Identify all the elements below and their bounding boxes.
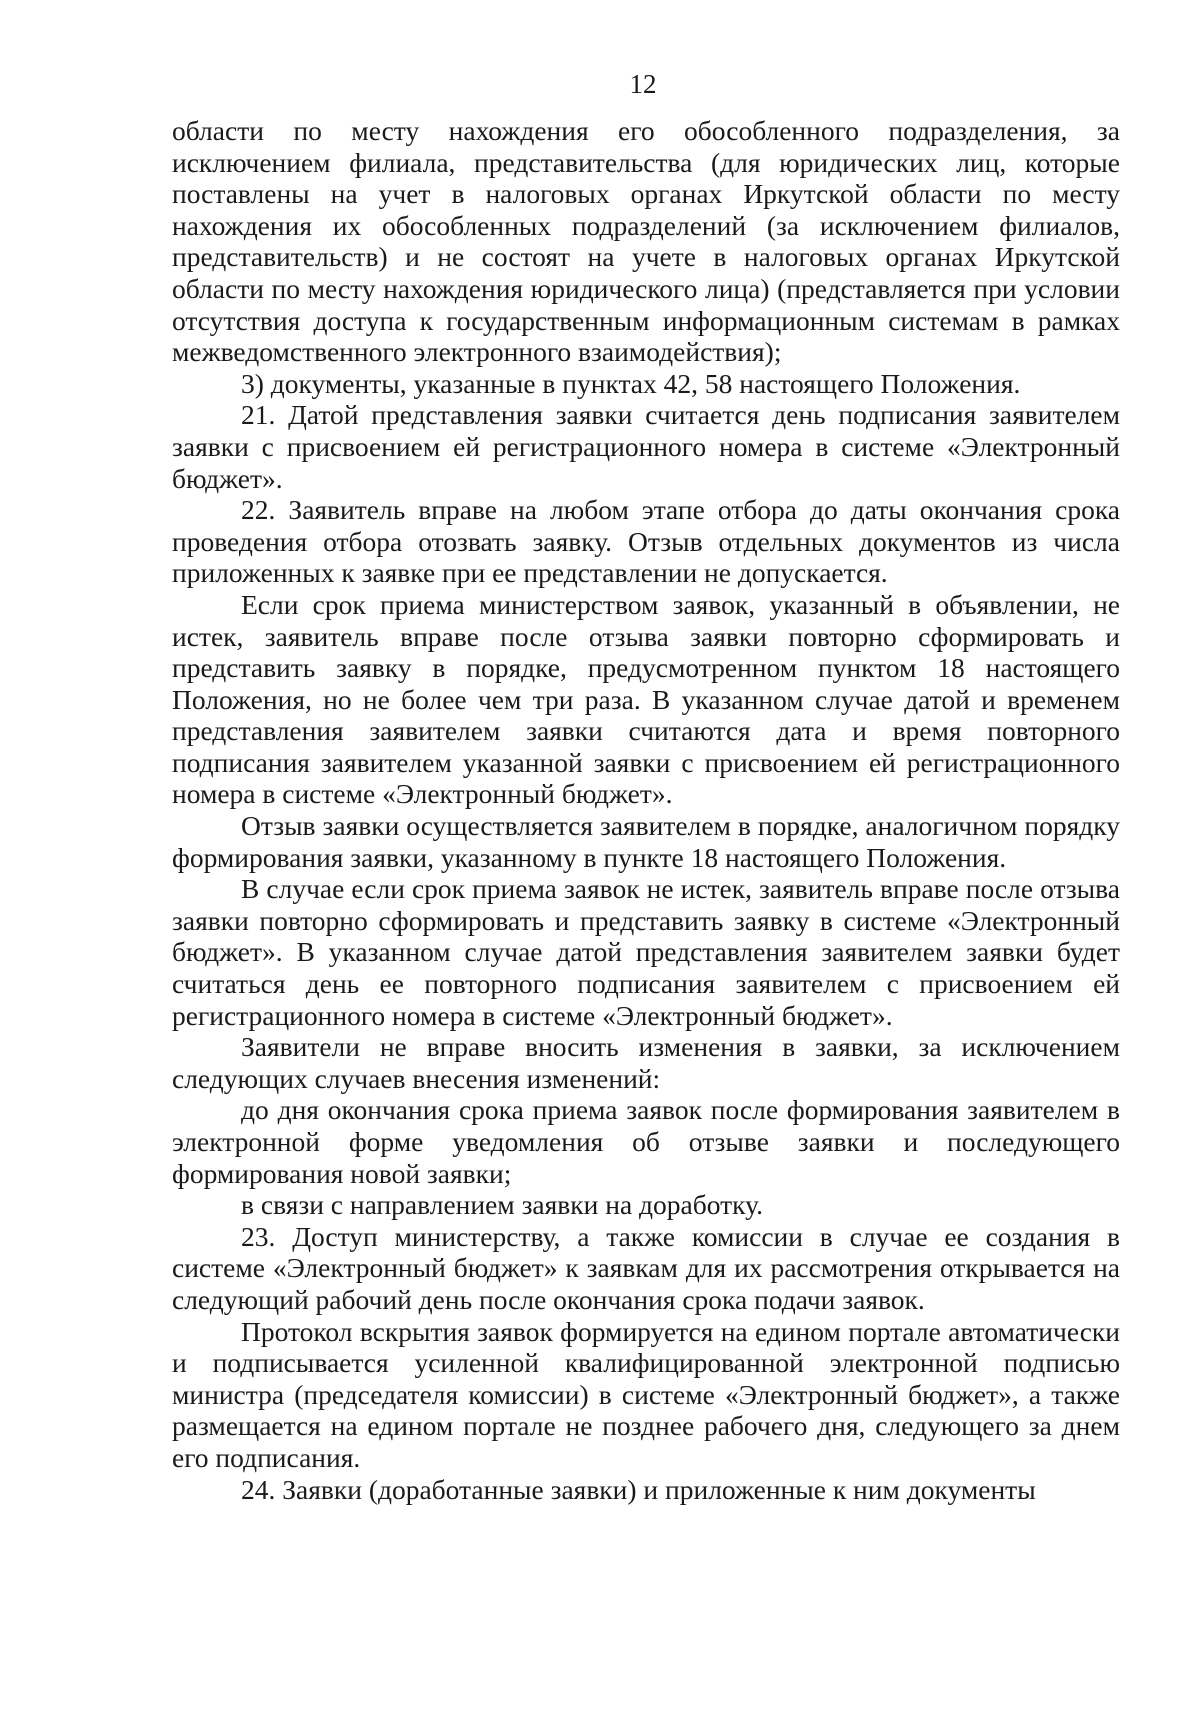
- paragraph-clause-24: 24. Заявки (доработанные заявки) и приложенные к ним документы: [241, 1473, 1036, 1505]
- paragraph-opening-protocol: Протокол вскрытия заявок формируется на едином портале автоматически и подписывается усиленной квалифицированной электронной подписью министра (председателя комиссии) в системе «Электронный бюджет», а также размещается на едином портале не позднее рабочего дня, следующего за днем его подписания.: [172, 1315, 1120, 1473]
- page-number: 12: [629, 69, 657, 99]
- paragraph-clause-23: 23. Доступ министерству, а также комиссии в случае ее создания в системе «Электронный бюджет» к заявкам для их рассмотрения открывается на следующий рабочий день после окончания срока подачи заявок.: [172, 1220, 1120, 1315]
- paragraph-item-3: 3) документы, указанные в пунктах 42, 58 настоящего Положения.: [241, 367, 1021, 399]
- paragraph-withdrawal-order: Отзыв заявки осуществляется заявителем в порядке, аналогичном порядку формирования заявки, указанному в пункте 18 настоящего Положения.: [172, 810, 1120, 873]
- document-body: [172, 115, 1120, 1505]
- paragraph-clause-22: 22. Заявитель вправе на любом этапе отбора до даты окончания срока проведения отбора отозвать заявку. Отзыв отдельных документов из числа приложенных к заявке при ее представлении не допускается.: [172, 494, 1120, 589]
- paragraph-change-case-2: в связи с направлением заявки на доработку.: [241, 1189, 763, 1221]
- paragraph-continuation: области по месту нахождения его обособленного подразделения, за исключением филиала, представительства (для юридических лиц, которые поставлены на учет в налоговых органах Иркутской области по месту нахождения их обособленных подразделений (за исключением филиалов, представительств) и не состоят на учете в налоговых органах Иркутской области по месту нахождения юридического лица) (представляется при условии отсутствия доступа к государственным информационным системам в рамках межведомственного электронного взаимодействия);: [172, 115, 1120, 368]
- paragraph-resubmission-system: В случае если срок приема заявок не истек, заявитель вправе после отзыва заявки повторно сформировать и представить заявку в системе «Электронный бюджет». В указанном случае датой представления заявителем заявки будет считаться день ее повторного подписания заявителем с присвоением ей регистрационного номера в системе «Электронный бюджет».: [172, 873, 1120, 1031]
- paragraph-clause-21: 21. Датой представления заявки считается день подписания заявителем заявки с присвоением ей регистрационного номера в системе «Электронный бюджет».: [172, 399, 1120, 494]
- paragraph-change-case-1: до дня окончания срока приема заявок после формирования заявителем в электронной форме уведомления об отзыве заявки и последующего формирования новой заявки;: [172, 1094, 1120, 1189]
- paragraph-resubmission: Если срок приема министерством заявок, указанный в объявлении, не истек, заявитель вправе после отзыва заявки повторно сформировать и представить заявку в порядке, предусмотренном пунктом 18 настоящего Положения, но не более чем три раза. В указанном случае датой и временем представления заявителем заявки считаются дата и время повторного подписания заявителем указанной заявки с присвоением ей регистрационного номера в системе «Электронный бюджет».: [172, 588, 1120, 810]
- paragraph-changes-intro: Заявители не вправе вносить изменения в заявки, за исключением следующих случаев внесения изменений:: [172, 1031, 1120, 1094]
